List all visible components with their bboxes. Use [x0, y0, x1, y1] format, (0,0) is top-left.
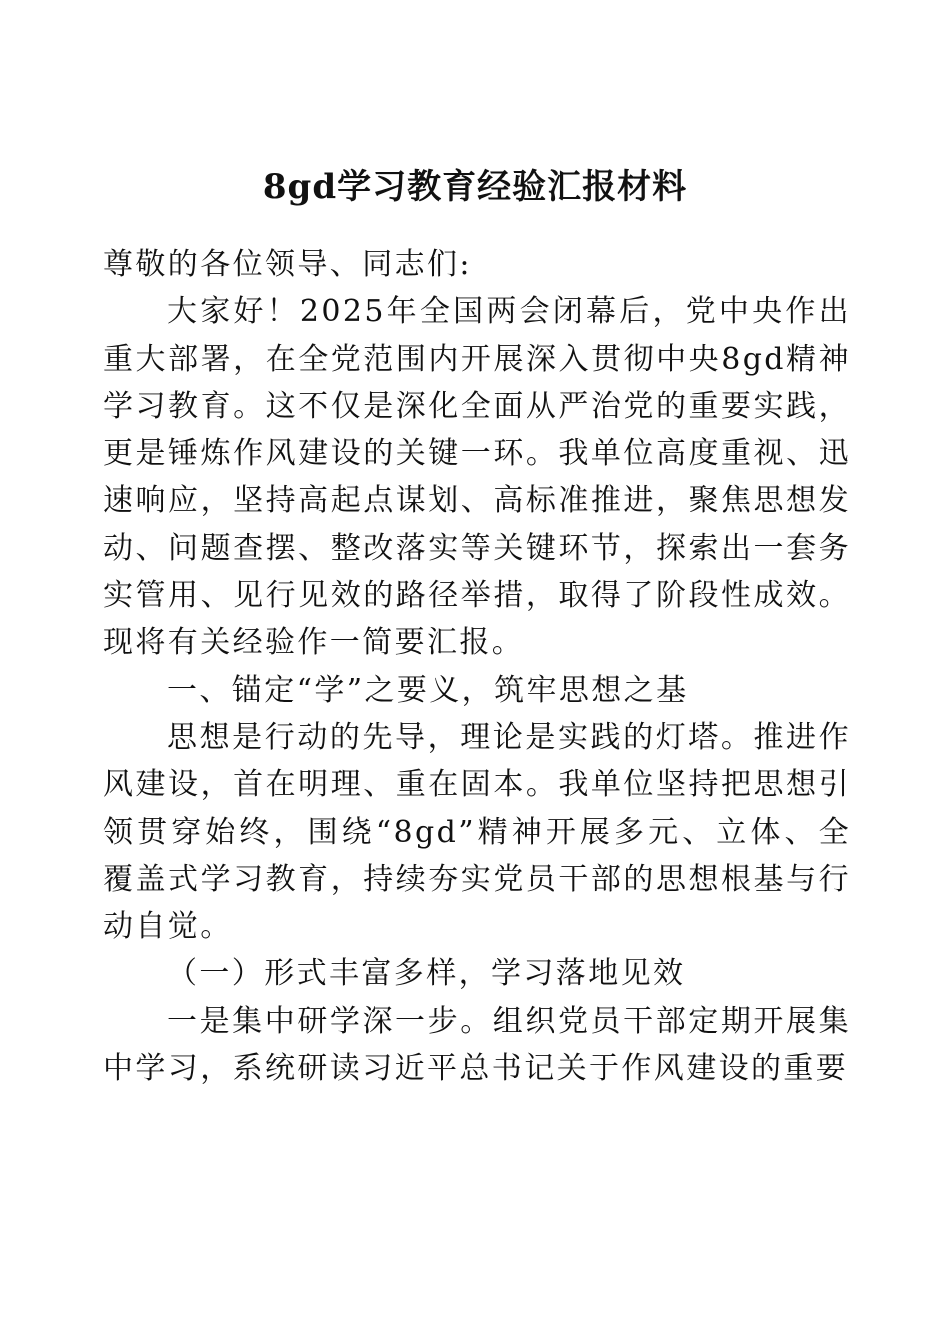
document-title: 8gd学习教育经验汇报材料 [262, 167, 688, 207]
document-body [103, 241, 851, 1092]
subsection-heading-1: （一）形式丰富多样，学习落地见效 [167, 956, 686, 992]
paragraph-subsection-1: 一是集中研学深一步。组织党员干部定期开展集中学习，系统研读习近平总书记关于作风建设的重要 [103, 1003, 851, 1087]
paragraph-section-1: 思想是行动的先导，理论是实践的灯塔。推进作风建设，首在明理、重在固本。我单位坚持把思想引领贯穿始终，围绕“8gd”精神开展多元、立体、全覆盖式学习教育，持续夯实党员干部的思想根基与行动自觉。 [103, 719, 851, 945]
greeting: 尊敬的各位领导、同志们: [103, 247, 472, 282]
paragraph-intro: 大家好！2025年全国两会闭幕后，党中央作出重大部署，在全党范围内开展深入贯彻中央8gd精神学习教育。这不仅是深化全面从严治党的重要实践，更是锤炼作风建设的关键一环。我单位高度重视、迅速响应，坚持高起点谋划、高标准推进，聚焦思想发动、问题查摆、整改落实等关键环节，探索出一套务实管用、见行见效的路径举措，取得了阶段性成效。现将有关经验作一简要汇报。 [103, 294, 851, 661]
section-heading-1: 一、锚定“学”之要义，筑牢思想之基 [167, 672, 689, 708]
